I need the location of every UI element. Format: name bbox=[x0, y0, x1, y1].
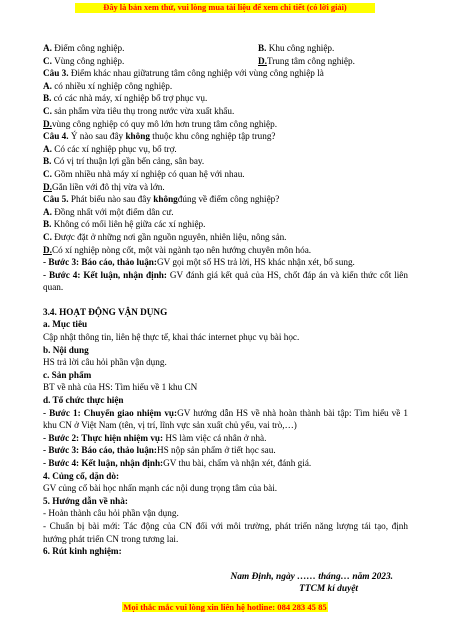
step-3: - Bước 3: Báo cáo, thảo luận:GV gọi một số HS trả lời, HS khác nhận xét, bổ sung. bbox=[43, 257, 355, 268]
q4-option-c: C. Gồm nhiều nhà máy xí nghiệp có quan hệ với nhau. bbox=[43, 168, 245, 179]
org-step-4: - Bước 4: Kết luận, nhận định:GV thu bài, chấm và nhận xét, đánh giá. bbox=[43, 458, 312, 468]
product-title: c. Sản phẩm bbox=[43, 369, 92, 380]
option-c-label: C. bbox=[43, 55, 52, 66]
reflection-title: 6. Rút kinh nghiệm: bbox=[43, 546, 122, 557]
homework-title: 5. Hướng dẫn về nhà: bbox=[43, 495, 128, 506]
homework-item-2: - Chuẩn bị bài mới: Tác động của CN đối với môi trường, phát triển năng lượng tái tạo, định hướng phát triển CN trong tương lai. bbox=[43, 520, 408, 544]
org-step-3: - Bước 3: Báo cáo, thảo luận:HS nộp sản phẩm ở tiết học sau. bbox=[43, 445, 276, 456]
org-step-1: - Bước 1: Chuyển giao nhiệm vụ:GV hướng dẫn HS về nhà hoàn thành bài tập: Tìm hiểu về 1 khu CN ở Việt Nam (tên, vị trí, lĩnh vực sản xuất chủ yếu, vai trò,…) bbox=[43, 407, 408, 431]
signature-date: Nam Định, ngày …… tháng… năm 2023. bbox=[230, 572, 393, 582]
q5-option-b: B. Không có mối liên hệ giữa các xí nghiệp. bbox=[43, 219, 206, 230]
organization-title: d. Tổ chức thực hiện bbox=[43, 395, 124, 406]
consolidation-text: GV củng cố bài học nhấn mạnh các nội dung trọng tâm của bài. bbox=[43, 483, 278, 494]
option-c-text: Vùng công nghiệp. bbox=[51, 55, 125, 66]
content-title: b. Nội dung bbox=[43, 344, 89, 355]
question-3: Câu 3. Điểm khác nhau giữatrung tâm công nghiệp với vùng công nghiệp là bbox=[43, 68, 324, 79]
option-a-label: A. bbox=[43, 43, 52, 53]
question-5: Câu 5. Phát biểu nào sau đây khôngđúng về điểm công nghiệp? bbox=[43, 194, 280, 205]
q4-option-b: B. Có vị trí thuận lợi gần bến cảng, sân bay. bbox=[43, 156, 205, 167]
product-text: BT về nhà của HS: Tìm hiểu về 1 khu CN bbox=[43, 382, 198, 393]
step-4: - Bước 4: Kết luận, nhận định: GV đánh giá kết quả của HS, chốt đáp án và kiến thức cốt liên quan. bbox=[43, 269, 408, 293]
hotline-text: Mọi thắc mắc vui lòng xin liên hệ hotline: 084 283 45 85 bbox=[123, 602, 327, 612]
q5-option-d: D.Có xí nghiệp nòng cốt, một vài ngành tạo nên hướng chuyên môn hóa. bbox=[43, 244, 312, 255]
option-a-text: Điểm công nghiệp. bbox=[51, 43, 125, 53]
org-step-2: - Bước 2: Thực hiện nhiệm vụ: HS làm việc cá nhân ở nhà. bbox=[43, 432, 267, 443]
q3-option-c: C. sản phẩm vừa tiêu thụ trong nước vừa xuất khẩu. bbox=[43, 105, 235, 116]
q2-options-row-2 bbox=[43, 55, 408, 68]
q3-option-b: B. có các nhà máy, xí nghiệp bổ trợ phục vụ. bbox=[43, 93, 208, 104]
q3-option-a: A. có nhiều xí nghiệp công nghiệp. bbox=[43, 80, 173, 91]
q2-options-row-1 bbox=[43, 42, 408, 55]
content-text: HS trả lời câu hỏi phần vận dụng. bbox=[43, 357, 167, 368]
option-b-text: Khu công nghiệp. bbox=[266, 43, 335, 53]
q3-option-d: D.vùng công nghiệp có quy mô lớn hơn trung tâm công nghiệp. bbox=[43, 118, 278, 129]
hotline-footer bbox=[0, 602, 450, 612]
question-4: Câu 4. Ý nào sau đây không thuộc khu công nghiệp tập trung? bbox=[43, 131, 276, 142]
option-d-text: Trung tâm công nghiệp. bbox=[266, 55, 355, 66]
q4-option-a: A. Có các xí nghiệp phục vụ, bổ trợ. bbox=[43, 143, 177, 154]
homework-item-1: - Hoàn thành câu hỏi phần vận dụng. bbox=[43, 508, 179, 519]
signature-role: TTCM kí duyệt bbox=[299, 584, 358, 594]
section-title: 3.4. HOẠT ĐỘNG VẬN DỤNG bbox=[43, 306, 168, 317]
objective-title: a. Mục tiêu bbox=[43, 319, 88, 330]
option-b-label: B. bbox=[258, 43, 267, 53]
q4-option-d: D.Gắn liền với đô thị vừa và lớn. bbox=[43, 181, 165, 192]
q5-option-c: C. Được đặt ở những nơi gần nguồn nguyên, nhiên liệu, nông sản. bbox=[43, 231, 287, 242]
option-d-label: D. bbox=[258, 55, 267, 66]
objective-text: Cập nhật thông tin, liên hệ thực tế, khai thác internet phục vụ bài học. bbox=[43, 332, 300, 343]
preview-banner: Đây là bản xem thử, vui lòng mua tài liệu để xem chi tiết (có lời giải) bbox=[0, 3, 450, 13]
q5-option-a: A. Đồng nhất với một điểm dân cư. bbox=[43, 206, 174, 217]
consolidation-title: 4. Củng cố, dặn dò: bbox=[43, 470, 120, 481]
document-body bbox=[43, 42, 408, 558]
